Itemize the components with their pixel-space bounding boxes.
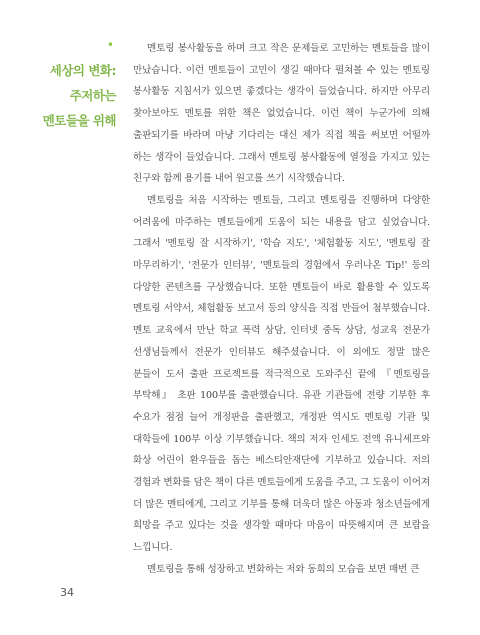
sidebar-heading (20, 38, 116, 133)
paragraph-3: 멘토링을 통해 성장하고 변화하는 저와 동희의 모습을 보면 매번 큰 (147, 563, 420, 575)
paragraph-1: 멘토링 봉사활동을 하며 크고 작은 문제들로 고민하는 멘토들을 많이 만났습니다. 이런 멘토들이 고민이 생길 때마다 펼쳐볼 수 있는 멘토링 봉사활동 지침서가 있으면 좋겠다는 생각이 들었습니다. 하지만 아무리 찾아보아도 멘토를 위한 책은 없었습니다. 이런 책이 누군가에 의해 출판되기를 바라며 마냥 기다리는 대신 제가 직접 책을 써보면 어떨까 하는 생각이 들었습니다. 그래서 멘토링 봉사활동에 열정을 가지고 있는 친구와 함께 용기를 내어 원고를 쓰기 시작했습니다. (133, 43, 430, 185)
paragraph-2: 멘토링을 처음 시작하는 멘토들, 그리고 멘토링을 진행하며 다양한 어려움에 마주하는 멘토들에게 도움이 되는 내용을 담고 싶었습니다. 그래서 '멘토링 잘 시작하기', '학습 지도', '체험활동 지도', '멘토링 잘 마무리하기', '전문가 인터뷰', '멘토들의 경험에서 우러나온 Tip!' 등의 다양한 콘텐츠를 구상했습니다. 또한 멘토들이 바로 활용할 수 있도록 멘토링 서약서, 체험활동 보고서 등의 양식을 직접 만들어 첨부했습니다. 멘토 교육에서 만난 학교 폭력 상담, 인터넷 중독 상담, 성교육 전문가 선생님들께서 전문가 인터뷰도 해주셨습니다. 이 외에도 정말 많은 분들이 도서 출판 프로젝트를 적극적으로 도와주신 끝에 『멘토링을 부탁해』 초판 100부를 출판했습니다. 유관 기관들에 전량 기부한 후 수요가 점점 늘어 개정판을 출판했고, 개정판 역시도 멘토링 기관 및 대학들에 100부 이상 기부했습니다. 책의 저자 인세도 전액 유니세프와 화상 어린이 환우들을 돕는 베스티안재단에 기부하고 있습니다. 저의 경험과 변화를 담은 책이 다른 멘토들에게 도움을 주고, 그 도움이 이어져 더 많은 멘티에게, 그리고 기부를 통해 더욱더 많은 아동과 청소년들에게 희망을 주고 있다는 것을 생각할 때마다 마음이 따뜻해지며 큰 보람을 느낍니다. (133, 194, 430, 554)
section-heading-line-3: 멘토들을 위해 (42, 113, 116, 128)
bullet-marker: • (106, 38, 114, 52)
section-heading-line-2: 주저하는 (69, 88, 116, 103)
section-heading-line-1: 세상의 변화: (49, 63, 116, 78)
page-number: 34 (60, 586, 74, 599)
body-text (133, 38, 430, 581)
